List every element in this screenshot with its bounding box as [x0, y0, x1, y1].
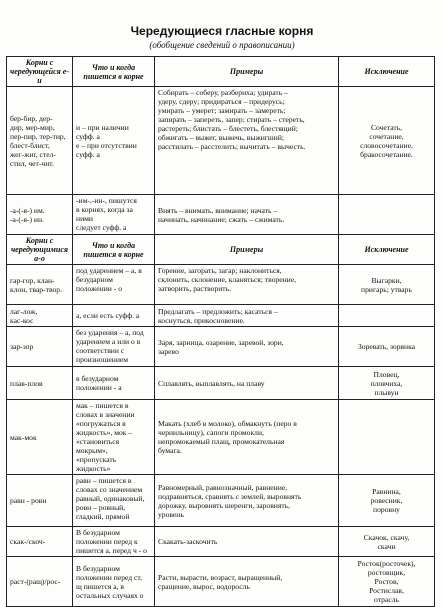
examples-cell: Внять – внимать, внимание; начать – начинать, начинание; сжать – сжимать.: [155, 195, 339, 235]
header-exception: Исключение: [339, 57, 435, 87]
root-cell: плав-плов: [7, 367, 73, 400]
rule-cell: под ударением – а, в безударном положении - о: [73, 265, 155, 305]
header-rule: Что и когда пишется в корне: [73, 57, 155, 87]
root-cell: бер-бир, дер- дир, мер-мир, пер-пир, тер-тир, блест-блист, жег-жиг, стел- стил, чет-чит.: [7, 87, 73, 195]
header-root: Корни с чередующимися а-о: [7, 235, 73, 265]
table-row: [7, 265, 435, 305]
rules-table: [6, 56, 435, 607]
table-row: [7, 327, 435, 367]
root-cell: раст-(ращ)/рос-: [7, 557, 73, 607]
examples-cell: Сплавлять, выплавлять, на плаву: [155, 367, 339, 400]
rule-cell: а, если есть суфф. а: [73, 305, 155, 327]
root-cell: мак-мок: [7, 400, 73, 475]
page-subtitle: (обобщение сведений о правописании): [149, 40, 295, 50]
root-cell: гар-гор, клан- клон, твар-твор.: [7, 265, 73, 305]
root-cell: -а-(-я-) им. -а-(-я-) ин.: [7, 195, 73, 235]
root-cell: лаг-лож, кас-кос: [7, 305, 73, 327]
rule-cell: равн – пишется в словах со значением равный, одинаковый, ровн – ровный, гладкий, прямой: [73, 475, 155, 527]
header-exception: Исключение: [339, 235, 435, 265]
header-root: Корни с чередующейся е-и: [7, 57, 73, 87]
root-cell: зар-зор: [7, 327, 73, 367]
exception-cell: Сочетать, сочетание, словосочетание, бракосочетание.: [339, 87, 435, 195]
page-title: Чередующиеся гласные корня: [130, 24, 314, 38]
header-examples: Примеры: [155, 235, 339, 265]
exception-cell: [339, 195, 435, 235]
header-rule: Что и когда пишется в корне: [73, 235, 155, 265]
examples-cell: Скакать-заскочить: [155, 527, 339, 557]
root-cell: равн - ровн: [7, 475, 73, 527]
examples-cell: Горение, загорать, загар; наклониться, склонить, склонение, кланяться; творение, затворить, растворить.: [155, 265, 339, 305]
root-cell: скак-/скоч-: [7, 527, 73, 557]
rule-cell: В безударном положении перед к пишется а, перед ч - о: [73, 527, 155, 557]
table-row: [7, 557, 435, 607]
examples-cell: Собирать – соберу, разбериха; удирать – удеру, сдеру; придираться – придерусь; умирать – умерет; замирать – замереть; запирать – запереть, запер; стирать – стереть, растереть; блистать – блестеть, блестящий; обжигать – выжег, выжечь, выжигший; расстилать – расстелить; вычитать – вычесть.: [155, 87, 339, 195]
table-row: [7, 367, 435, 400]
header-examples: Примеры: [155, 57, 339, 87]
table-header-ao: [7, 235, 435, 265]
table-header-ei: [7, 57, 435, 87]
table-row: [7, 527, 435, 557]
rule-cell: и – при наличии суфф. а е – при отсутствии суфф. а: [73, 87, 155, 195]
exception-cell: Выгарки, пригарь; утварь: [339, 265, 435, 305]
table-row: [7, 87, 435, 195]
exception-cell: [339, 400, 435, 475]
table-row: [7, 305, 435, 327]
exception-cell: Росток(росточек), ростовщик, Ростов, Ростислав, отрасль: [339, 557, 435, 607]
table-row: [7, 195, 435, 235]
rule-cell: в безударном положении - а: [73, 367, 155, 400]
examples-cell: Расти, вырасти, возраст, выращенный, сращение, вырос, водоросль: [155, 557, 339, 607]
exception-cell: Пловец, пловчиха, плывун: [339, 367, 435, 400]
rule-cell: без ударения – а, под ударением а или о в соответствии с произношением: [73, 327, 155, 367]
rule-cell: -им-,-ин-, пишутся в корнях, когда за ними следует суфф. а: [73, 195, 155, 235]
exception-cell: [339, 305, 435, 327]
exception-cell: Равнина, ровесник, поровну: [339, 475, 435, 527]
table-row: [7, 475, 435, 527]
examples-cell: Равномерный, равнозначный, равнение, подравняться, сравнять с землей, выровнять дорожку, выровнять шеренги, заровнять, уровень: [155, 475, 339, 527]
examples-cell: Заря, зарница, озарение, заревой, зори, зарево: [155, 327, 339, 367]
examples-cell: Макать (хлеб в молоко), обмакнуть (перо в чернильницу), сапоги промокли, непромокаемый плащ, промокательная бумага.: [155, 400, 339, 475]
examples-cell: Предлагать – предложить; касаться – коснуться, прикосновение.: [155, 305, 339, 327]
table-row: [7, 400, 435, 475]
exception-cell: Зоревать, зорянка: [339, 327, 435, 367]
rule-cell: мак – пишется в словах в значении «погружаться в жидкость», мок – «становиться мокрым», «пропускать жидкость»: [73, 400, 155, 475]
exception-cell: Скачок, скачу, скачи: [339, 527, 435, 557]
rule-cell: В безударном положении перед ст, щ пишется а, в остальных случаях о: [73, 557, 155, 607]
